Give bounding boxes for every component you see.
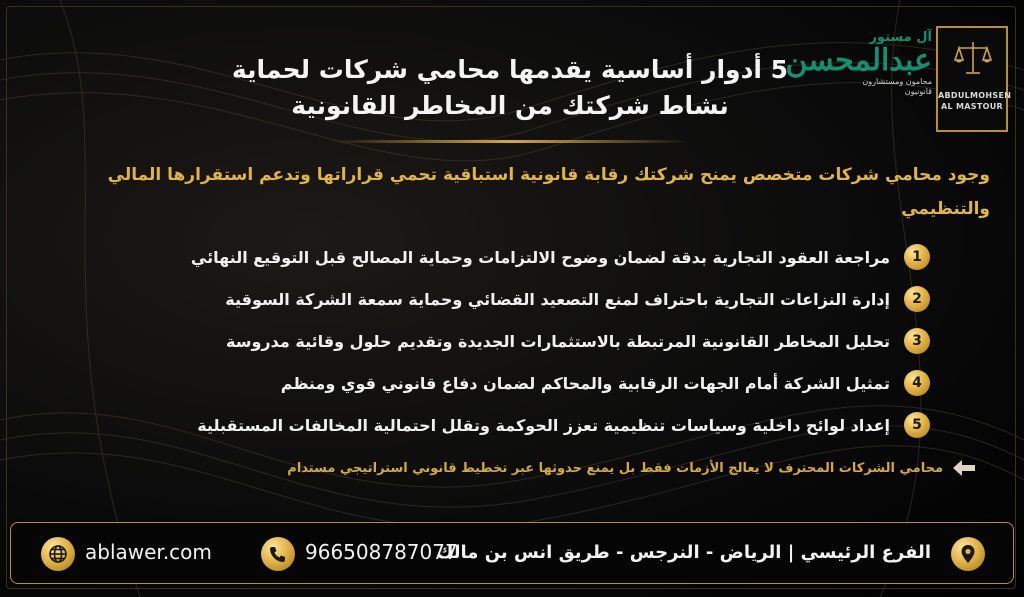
scales-of-justice-icon — [954, 38, 992, 78]
roles-list — [40, 236, 930, 446]
list-item — [40, 404, 930, 446]
logo-emblem-box — [936, 26, 1012, 132]
title-line-2: نشاط شركتك من المخاطر القانونية — [291, 91, 729, 120]
list-item-text: إعداد لوائح داخلية وسياسات تنظيمية تعزز الحوكمة وتقلل احتمالية المخالفات المستقبلية — [197, 415, 890, 435]
globe-icon — [41, 537, 75, 571]
title-divider — [330, 140, 690, 143]
phone-number[interactable]: 966508787077 — [305, 540, 458, 564]
title-line-1: 5 أدوار أساسية يقدمها محامي شركات لحماية — [231, 55, 789, 84]
list-item-text: إدارة النزاعات التجارية باحتراف لمنع التصعيد القضائي وحماية سمعة الشركة السوقية — [225, 289, 890, 309]
intro-paragraph: وجود محامي شركات متخصص يمنح شركتك رقابة قانونية استباقية تحمي قراراتها وتدعم استقرارها المالي والتنظيمي — [107, 165, 990, 219]
list-item-text: تمثيل الشركة أمام الجهات الرقابية والمحاكم لضمان دفاع قانوني قوي ومنظم — [280, 373, 890, 393]
phone-icon — [261, 537, 295, 571]
contact-footer — [10, 522, 1014, 584]
closing-note — [270, 460, 975, 476]
closing-note-text: محامي الشركات المحترف لا يعالج الأزمات فقط بل يمنع حدوثها عبر تخطيط قانوني استراتيجي مستدام — [287, 460, 943, 476]
branch-address: الفرع الرئيسي | الرياض - النرجس - طريق انس بن مالك — [437, 542, 931, 563]
number-badge: 5 — [904, 412, 930, 438]
logo-arabic-top: آل مستور — [869, 30, 932, 45]
number-badge: 4 — [904, 370, 930, 396]
company-logo — [785, 26, 1012, 136]
list-item — [40, 362, 930, 404]
number-badge: 2 — [904, 286, 930, 312]
logo-arabic-tagline: محامون ومستشارون قانونيون — [862, 77, 932, 96]
arrow-left-icon — [953, 460, 975, 476]
logo-latin-line2: AL MASTOUR — [941, 102, 1003, 111]
logo-latin-text — [938, 90, 1012, 112]
logo-latin-line1: ABDULMOHSEN — [938, 91, 1012, 100]
logo-arabic-text — [785, 30, 932, 97]
location-pin-icon — [951, 537, 985, 571]
list-item — [40, 236, 930, 278]
number-badge: 3 — [904, 328, 930, 354]
list-item — [40, 278, 930, 320]
list-item-text: مراجعة العقود التجارية بدقة لضمان وضوح الالتزامات وحماية المصالح قبل التوقيع النهائي — [190, 247, 890, 267]
list-item-text: تحليل المخاطر القانونية المرتبطة بالاستثمارات الجديدة وتقديم حلول وقائية مدروسة — [226, 331, 890, 351]
page-title — [230, 52, 790, 124]
number-badge: 1 — [904, 244, 930, 270]
logo-arabic-name: عبدالمحسن — [785, 43, 932, 78]
website-link[interactable]: ablawer.com — [85, 540, 212, 564]
list-item — [40, 320, 930, 362]
